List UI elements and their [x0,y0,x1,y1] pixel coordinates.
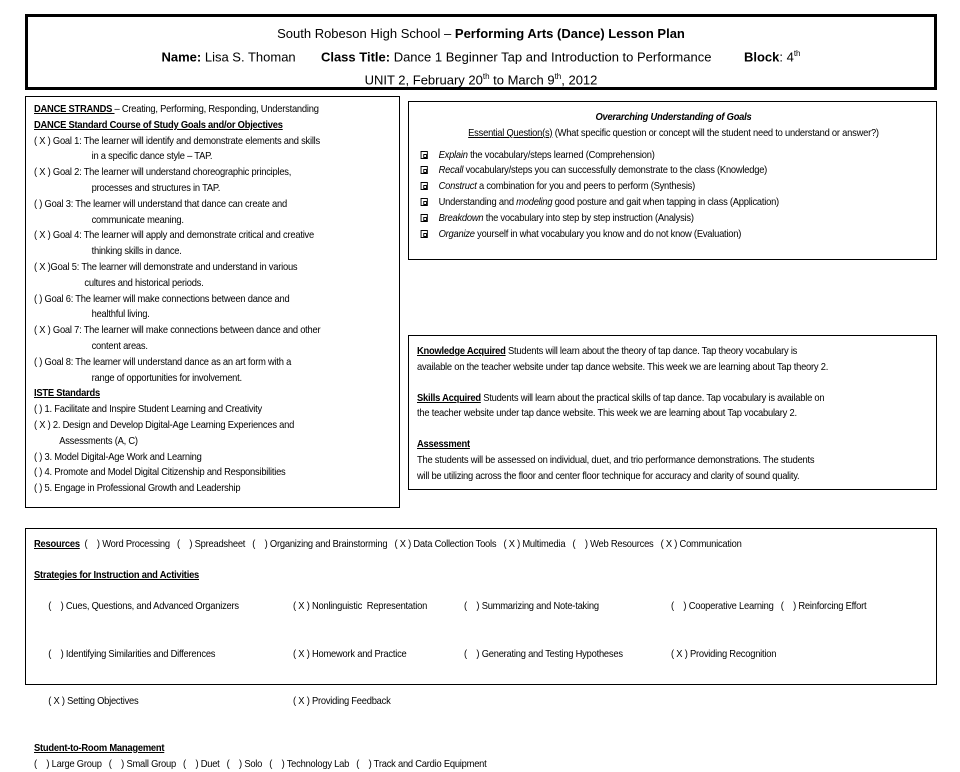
strategies-title: Strategies for Instruction and Activities [34,569,200,581]
knowledge-acquired: Knowledge Acquired Students will learn about the theory of tap dance. Tap theory vocabulary is [417,346,798,357]
goal-3: ( ) Goal 3: The learner will understand that dance can create and communicate meaning. [34,198,287,226]
teacher-class-line: Name: Lisa S. Thoman Class Title: Dance 1 Beginner Tap and Introduction to Performance Block: 4th [161,49,801,65]
knowledge-skills-panel: Knowledge Acquired Students will learn about the theory of tap dance. Tap theory vocabulary is available on the teacher website under tap dance website. This week we are learning about Tap theory 2. Skills Acquired Students will learn about the practical skills of tap dance. Tap vocabulary is available on the teacher website under tap dance website. This week we are learning about Tap vocabulary 2. Assessment The students will be assessed on individual, duet, and trio performance demonstrations. The students will be utilizing across the floor and center floor technique for accuracy and clarity of sound quality. [408,335,937,490]
goal-8: ( ) Goal 8: The learner will understand dance as an art form with a range of opportunities for involvement. [34,356,292,384]
standard-course-title: DANCE Standard Course of Study Goals and/or Objectives [34,119,283,131]
strategies-row: ( ) Cues, Questions, and Advanced Organizers ( X ) Nonlinguistic Representation ( ) Summarizing and Note-taking ( ) Cooperative Learning ( ) Reinforcing Effort [48,601,867,613]
checkbox-icon [421,151,428,159]
overarching-goals-panel [408,101,937,260]
checkbox-icon [421,230,428,238]
checkbox-icon [421,198,428,206]
school-title-line: South Robeson High School – Performing Arts (Dance) Lesson Plan [277,26,685,41]
room-management-options: ( ) Large Group ( ) Small Group ( ) Duet ( ) Solo ( ) Technology Lab ( ) Track and Cardio Equipment [34,758,487,770]
checkbox-icon [421,166,428,174]
iste-list: ( ) 1. Facilitate and Inspire Student Learning and Creativity ( X ) 2. Design and Develop Digital-Age Learning Experiences and Assessments (A, C) ( ) 3. Model Digital-Age Work and Learning ( ) 4. Promote and Model Digital Citizenship and Responsibilities ( ) 5. Engage in Professional Growth and Leadership [34,404,295,495]
strands-title: DANCE STRANDS – Creating, Performing, Responding, Understanding [34,104,319,115]
goal-item: Organize yourself in what vocabulary you know and do not know (Evaluation) [417,227,930,243]
checkbox-icon [421,182,428,190]
goal-7: ( X ) Goal 7: The learner will make connections between dance and other content areas. [34,325,321,352]
assessment-title: Assessment [417,439,470,451]
goals-title: Overarching Understanding of Goals [595,112,752,123]
room-management-title: Student-to-Room Management [34,742,165,754]
dance-strands-panel [25,96,400,508]
essential-question: Essential Question(s) (What specific question or concept will the student need to understand or answer?) [468,127,879,139]
lesson-plan-header [25,14,937,90]
goal-item: Recall vocabulary/steps you can successfully demonstrate to the class (Knowledge) [417,163,930,179]
goal-item: Construct a combination for you and peers to perform (Synthesis) [417,179,930,195]
goal-item: Breakdown the vocabulary into step by step instruction (Analysis) [417,211,930,227]
resources-line: Resources ( ) Word Processing ( ) Spreadsheet ( ) Organizing and Brainstorming ( X ) Data Collection Tools ( X ) Multimedia ( ) Web Resources ( X ) Communication [34,539,742,550]
goal-4: ( X ) Goal 4: The learner will apply and demonstrate critical and creative thinking skills in dance. [34,230,314,258]
resources-panel [25,528,937,770]
unit-dates-line: UNIT 2, February 20th to March 9th, 2012 [364,72,598,88]
strategies-row: ( ) Identifying Similarities and Differences ( X ) Homework and Practice ( ) Generating and Testing Hypotheses ( X ) Providing Recognition [48,648,777,660]
skills-acquired: Skills Acquired Students will learn about the practical skills of tap dance. Tap vocabulary is available on [417,392,825,404]
strategies-row: ( X ) Setting Objectives ( X ) Providing Feedback [48,696,391,708]
goal-2: ( X ) Goal 2: The learner will understand choreographic principles, processes and structures in TAP. [34,167,292,194]
goal-1: ( X ) Goal 1: The learner will identify and demonstrate elements and skills in a specific dance style – TAP. [34,135,320,163]
goal-item: Understanding and modeling good posture and gait when tapping in class (Application) [417,195,930,211]
checkbox-icon [421,214,428,222]
goal-5: ( X )Goal 5: The learner will demonstrate and understand in various cultures and historical periods. [34,261,298,289]
iste-title: ISTE Standards [34,388,100,400]
goal-6: ( ) Goal 6: The learner will make connections between dance and healthful living. [34,293,290,321]
goal-item: Explain the vocabulary/steps learned (Comprehension) [417,148,930,164]
goal-list [34,134,399,387]
